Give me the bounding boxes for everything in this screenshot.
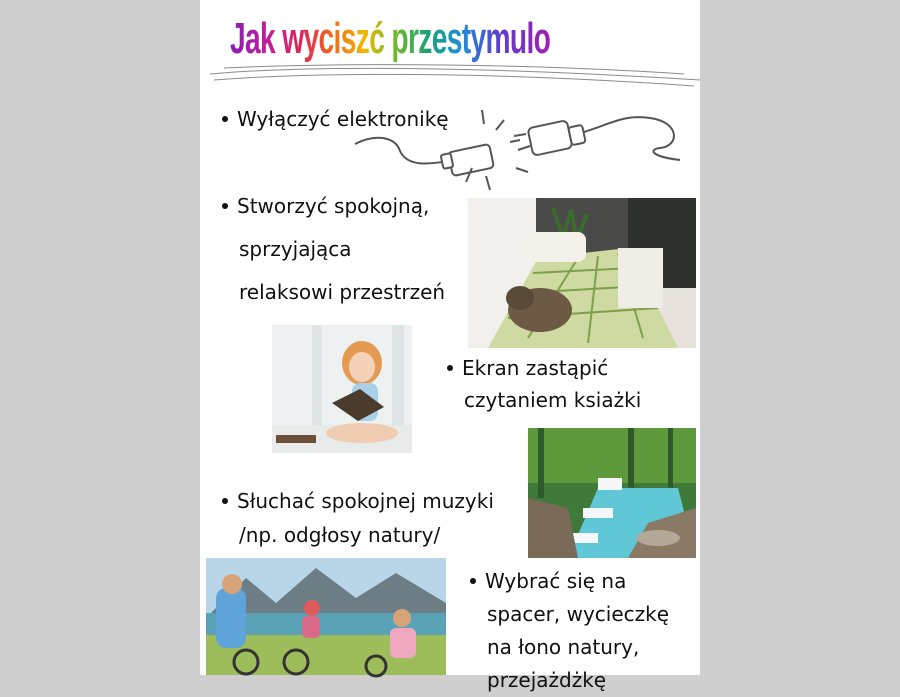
poster-page	[200, 0, 804, 692]
tip-nature-trip-line-4: przejażdżkę	[487, 668, 607, 692]
tip-nature-trip-line-3: na łono natury,	[487, 635, 640, 659]
tip-electronics-text: Wyłączyć elektronikę	[237, 107, 449, 131]
tip-reading-line-1: Ekran zastąpić	[462, 356, 609, 380]
cat-on-bench-photo	[468, 198, 696, 348]
plug-illustration	[350, 106, 690, 191]
tip-music-line-1: Słuchać spokojnej muzyki	[237, 489, 494, 513]
tip-music-line-2: /np. odgłosy natury/	[239, 523, 441, 547]
family-cycling-photo	[206, 558, 446, 675]
tip-reading	[447, 352, 641, 416]
tip-nature-trip-line-2: spacer, wycieczkę	[487, 602, 670, 626]
tip-calm-space-line-1: Stworzyć spokojną,	[237, 194, 430, 218]
poster-title: Jak wyciszć przestymulowany układ nerwow	[230, 14, 804, 63]
tip-music	[222, 484, 494, 552]
bullet	[222, 498, 228, 504]
girl-reading-photo	[272, 325, 412, 453]
tip-nature-trip	[470, 565, 669, 697]
tip-calm-space	[222, 185, 445, 314]
bullet	[222, 203, 228, 209]
tip-nature-trip-line-1: Wybrać się na	[485, 569, 627, 593]
bullet	[470, 578, 476, 584]
bullet	[447, 365, 453, 371]
title-underline-scribble	[204, 60, 704, 90]
tip-calm-space-line-2: sprzyjająca	[239, 237, 352, 261]
tip-calm-space-line-3: relaksowi przestrzeń	[239, 280, 446, 304]
tip-reading-line-2: czytaniem ksiażki	[464, 388, 642, 412]
bullet	[222, 116, 228, 122]
waterfall-photo	[528, 428, 696, 558]
